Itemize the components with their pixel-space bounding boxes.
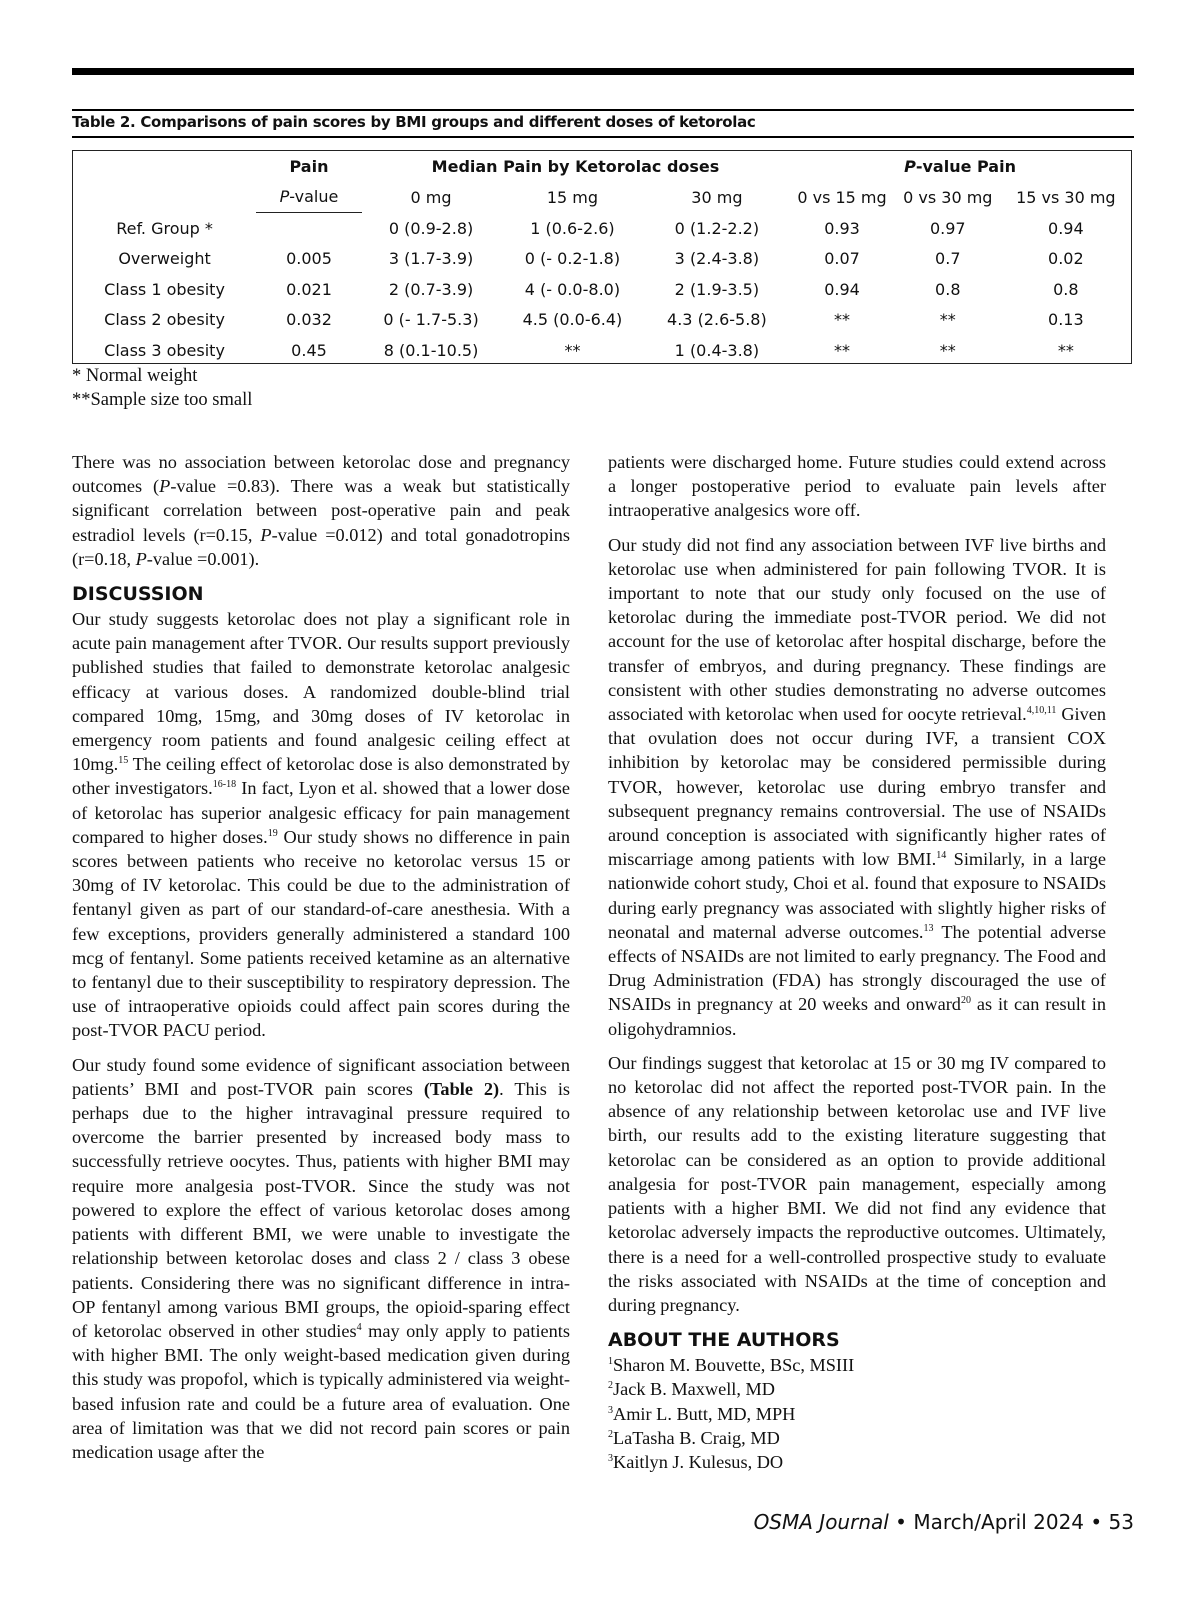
italic-p: P: [260, 524, 272, 545]
citation: 20: [960, 995, 971, 1007]
text-run: There was no association between ketorolac dose and pregnancy outcomes (: [72, 452, 570, 497]
italic-p: P: [159, 476, 171, 497]
italic-p: P: [135, 548, 147, 569]
page-number: 53: [1108, 1510, 1134, 1534]
header-pvalue-italic: P: [279, 187, 290, 207]
citation: 15: [118, 755, 129, 767]
table-reference: (Table 2): [423, 1078, 500, 1099]
row-cmp-15-30: 0.94: [1048, 218, 1084, 238]
text-run: In fact, Lyon et al. showed that a lower dose of ketorolac has superior analgesic efficacy for pain management compared to higher doses.: [72, 778, 570, 847]
row-group: Class 3 obesity: [104, 340, 225, 360]
header-cmp-0-30: 0 vs 30 mg: [903, 187, 993, 207]
header-empty-2: [73, 182, 256, 213]
text-run: -value =0.012) and total gonadotropins (r=0.18,: [72, 524, 570, 569]
table-row: [73, 335, 1131, 366]
author-item: [608, 1353, 1106, 1377]
row-group: Ref. Group *: [116, 218, 213, 238]
discussion-paragraph-2: [72, 1053, 570, 1464]
row-cmp-0-30: 0.8: [935, 279, 961, 299]
header-cmp-15-30: 15 vs 30 mg: [1016, 187, 1116, 207]
row-dose-30: 0 (1.2-2.2): [674, 218, 760, 238]
left-column: [72, 450, 570, 1474]
text-run: Our study did not find any association between IVF live births and ketorolac use when administered for pain following TVOR. It is important to note that our study only focused on the use of ketorolac during the immediate post-TVOR period. We did not account for the use of ketorolac after hospital discharge, before the transfer of embryos, and during pregnancy. These findings are consistent with other studies demonstrating no adverse outcomes associated with ketorolac when used for oocyte retrieval.: [608, 534, 1106, 725]
row-cmp-0-30: **: [939, 310, 956, 330]
citation: 4,10,11: [1026, 704, 1057, 716]
footer-separator: •: [1084, 1510, 1109, 1534]
text-run: The potential adverse effects of NSAIDs are not limited to early pregnancy. The Food and Drug Administration (FDA) has strongly discouraged the use of NSAIDs in pregnancy at 20 weeks and onward: [608, 921, 1106, 1015]
authors-heading: ABOUT THE AUTHORS: [608, 1329, 840, 1352]
table-row: [73, 213, 1131, 244]
discussion-paragraph-3: [608, 533, 1106, 1041]
row-cmp-0-30: 0.7: [935, 249, 961, 269]
row-pvalue: [256, 213, 362, 244]
row-dose-30: 2 (1.9-3.5): [674, 279, 760, 299]
header-dose-0: 0 mg: [410, 187, 452, 207]
discussion-paragraph-1: [72, 607, 570, 1043]
citation: 19: [267, 827, 278, 839]
table-caption-rule-top: [72, 109, 1134, 111]
header-median-pain: Median Pain by Ketorolac doses: [431, 156, 720, 176]
row-pvalue: 0.45: [291, 340, 327, 360]
text-run: The ceiling effect of ketorolac dose is also demonstrated by other investigators.: [72, 754, 570, 799]
text-run: as it can result in oligohydramnios.: [608, 994, 1106, 1039]
text-run: Our study suggests ketorolac does not play a significant role in acute pain management after TVOR. Our results support previously published studies that failed to demonstrate ketorolac analgesic efficacy at various doses. A randomized double-blind trial compared 10mg, 15mg, and 30mg doses of IV ketorolac in emergency room patients and found analgesic ceiling effect at 10mg.: [72, 609, 570, 775]
table-header-row-1: [73, 151, 1131, 182]
text-run: may only apply to patients with higher BMI. The only weight-based medication given during this study was propofol, which is typically administered via weight-based infusion rate and could be a future area of evaluation. One area of limitation was that we did not record pain scores or pain medication usage after the: [72, 1320, 570, 1462]
row-pvalue: 0.032: [286, 310, 332, 330]
header-dose-15: 15 mg: [546, 187, 599, 207]
right-column: [608, 450, 1106, 1474]
text-run: -value =0.83). There was a weak but statistically significant correlation between post-operative pain and peak estradiol levels (r=0.15,: [72, 476, 570, 545]
row-dose-30: 1 (0.4-3.8): [674, 340, 760, 360]
row-pvalue: 0.021: [286, 279, 332, 299]
row-group: Class 1 obesity: [104, 279, 225, 299]
row-dose-30: 4.3 (2.6-5.8): [667, 310, 767, 330]
row-pvalue: 0.005: [286, 249, 332, 269]
issue-date: March/April 2024: [913, 1510, 1085, 1534]
affiliation: 3: [608, 1452, 613, 1464]
text-run: Our study found some evidence of significant association between patients’ BMI and post-TVOR pain scores: [72, 1054, 570, 1099]
row-cmp-0-15: 0.94: [824, 279, 860, 299]
table-grid: [73, 151, 1131, 366]
affiliation: 1: [608, 1356, 613, 1368]
author-name: Kaitlyn J. Kulesus, DO: [613, 1451, 784, 1472]
row-cmp-15-30: 0.02: [1048, 249, 1084, 269]
continued-paragraph: patients were discharged home. Future studies could extend across a longer postoperative period to evaluate pain levels after intraoperative analgesics wore off.: [608, 452, 1106, 521]
pain-score-table: [72, 150, 1132, 364]
text-run: Similarly, in a large nationwide cohort study, Choi et al. found that exposure to NSAIDs during early pregnancy was associated with slightly higher risks of neonatal and maternal adverse outcomes.: [608, 849, 1107, 942]
conclusion-paragraph: Our findings suggest that ketorolac at 15 or 30 mg IV compared to no ketorolac did not affect the reported post-TVOR pain. In the absence of any relationship between ketorolac use and IVF live birth, our results add to the existing literature suggesting that ketorolac can be considered as an option to provide additional analgesia for post-TVOR pain management, especially among patients with a higher BMI. We did not find any evidence that ketorolac adversely impacts the reproductive outcomes. Ultimately, there is a need for a well-controlled prospective study to evaluate the risks associated with NSAIDs at the time of conception and during pregnancy.: [608, 1052, 1106, 1315]
table-row: [73, 274, 1131, 305]
author-name: LaTasha B. Craig, MD: [613, 1427, 780, 1448]
table-caption: Table 2. Comparisons of pain scores by BMI groups and different doses of ketorolac: [72, 113, 756, 131]
header-cmp-0-15: 0 vs 15 mg: [797, 187, 887, 207]
row-dose-0: 8 (0.1-10.5): [383, 340, 479, 360]
top-rule: [72, 68, 1134, 75]
header-pain: Pain: [289, 156, 329, 176]
discussion-heading: DISCUSSION: [72, 583, 204, 606]
author-item: [608, 1426, 1106, 1450]
row-dose-0: 0 (- 1.7-5.3): [383, 310, 479, 330]
header-pvalue-pain-rest: -value Pain: [915, 156, 1016, 176]
header-pvalue-rest: -value: [289, 187, 339, 207]
text-run: -value =0.001).: [146, 548, 260, 569]
footer-separator: •: [888, 1510, 914, 1534]
header-pvalue-pain: [789, 151, 1131, 182]
row-cmp-15-30: 0.13: [1048, 310, 1084, 330]
text-run: Given that ovulation does not occur during IVF, a transient COX inhibition by ketorolac may be considered permissible during TVOR, however, ketorolac use during embryo transfer and subsequent pregnancy remains controversial. The use of NSAIDs around conception is associated with significantly higher rates of miscarriage among patients with low BMI.: [608, 704, 1106, 870]
row-group: Class 2 obesity: [104, 310, 225, 330]
citation: 16-18: [212, 779, 237, 791]
author-name: Sharon M. Bouvette, BSc, MSIII: [613, 1355, 855, 1376]
author-item: [608, 1377, 1106, 1401]
table-footnotes: [72, 364, 252, 412]
row-dose-15: 4.5 (0.0-6.4): [522, 310, 623, 330]
text-run: Our study shows no difference in pain scores between patients who receive no ketorolac versus 15 or 30mg of IV ketorolac. This could be due to the administration of fentanyl given as part of our standard-of-care anesthesia. With a few exceptions, providers generally administered a standard 100 mcg of fentanyl. Some patients received ketamine as an alternative to fentanyl due to their susceptibility to respiratory depression. The use of intraoperative opioids could affect pain scores during the post-TVOR PACU period.: [72, 826, 570, 1041]
row-cmp-15-30: **: [1057, 340, 1074, 360]
table-header-row-2: [73, 182, 1131, 213]
affiliation: 2: [608, 1428, 613, 1440]
text-run: . This is perhaps due to the higher intravaginal pressure required to overcome the barrier presented by increased body mass to successfully retrieve oocytes. Thus, patients with higher BMI may require more analgesia post-TVOR. Since the study was not powered to explore the effect of various ketorolac doses among patients with different BMI, we were unable to investigate the relationship between ketorolac doses and class 2 / class 3 obese patients. Considering there was no significant difference in intra-OP fentanyl among various BMI groups, the opioid-sparing effect of ketorolac observed in other studies: [72, 1078, 571, 1341]
author-item: [608, 1450, 1106, 1474]
author-name: Amir L. Butt, MD, MPH: [613, 1403, 796, 1424]
citation: 4: [356, 1321, 362, 1333]
table-row: [73, 244, 1131, 275]
row-cmp-0-15: **: [834, 310, 850, 330]
header-dose-30: 30 mg: [691, 187, 743, 207]
page-footer: [754, 1510, 1134, 1534]
row-cmp-0-15: 0.93: [824, 218, 860, 238]
author-name: Jack B. Maxwell, MD: [613, 1379, 775, 1400]
table-row: [73, 305, 1131, 336]
row-group: Overweight: [118, 249, 211, 269]
row-dose-15: **: [564, 340, 581, 360]
author-item: [608, 1402, 1106, 1426]
row-dose-0: 0 (0.9-2.8): [388, 218, 474, 238]
row-cmp-15-30: 0.8: [1053, 279, 1079, 299]
row-dose-0: 3 (1.7-3.9): [388, 249, 474, 269]
citation: 13: [923, 922, 934, 934]
header-empty: [73, 151, 256, 182]
header-pvalue: [256, 182, 362, 213]
affiliation: 2: [608, 1380, 613, 1392]
row-cmp-0-15: **: [834, 340, 850, 360]
footnote-normal-weight: * Normal weight: [72, 366, 198, 386]
results-paragraph: [72, 450, 570, 571]
row-cmp-0-30: **: [939, 340, 956, 360]
header-pvalue-pain-italic: P: [904, 156, 916, 176]
row-dose-0: 2 (0.7-3.9): [388, 279, 474, 299]
row-dose-15: 1 (0.6-2.6): [530, 218, 615, 238]
footnote-sample-size: **Sample size too small: [72, 390, 253, 410]
row-cmp-0-30: 0.97: [929, 218, 966, 238]
citation: 14: [936, 850, 947, 862]
author-list: [608, 1353, 1106, 1474]
journal-name: OSMA Journal: [753, 1510, 889, 1534]
row-dose-30: 3 (2.4-3.8): [674, 249, 760, 269]
row-cmp-0-15: 0.07: [824, 249, 860, 269]
affiliation: 3: [608, 1404, 613, 1416]
table-caption-rule-bottom: [72, 136, 1134, 138]
row-dose-15: 4 (- 0.0-8.0): [524, 279, 621, 299]
row-dose-15: 0 (- 0.2-1.8): [524, 249, 621, 269]
